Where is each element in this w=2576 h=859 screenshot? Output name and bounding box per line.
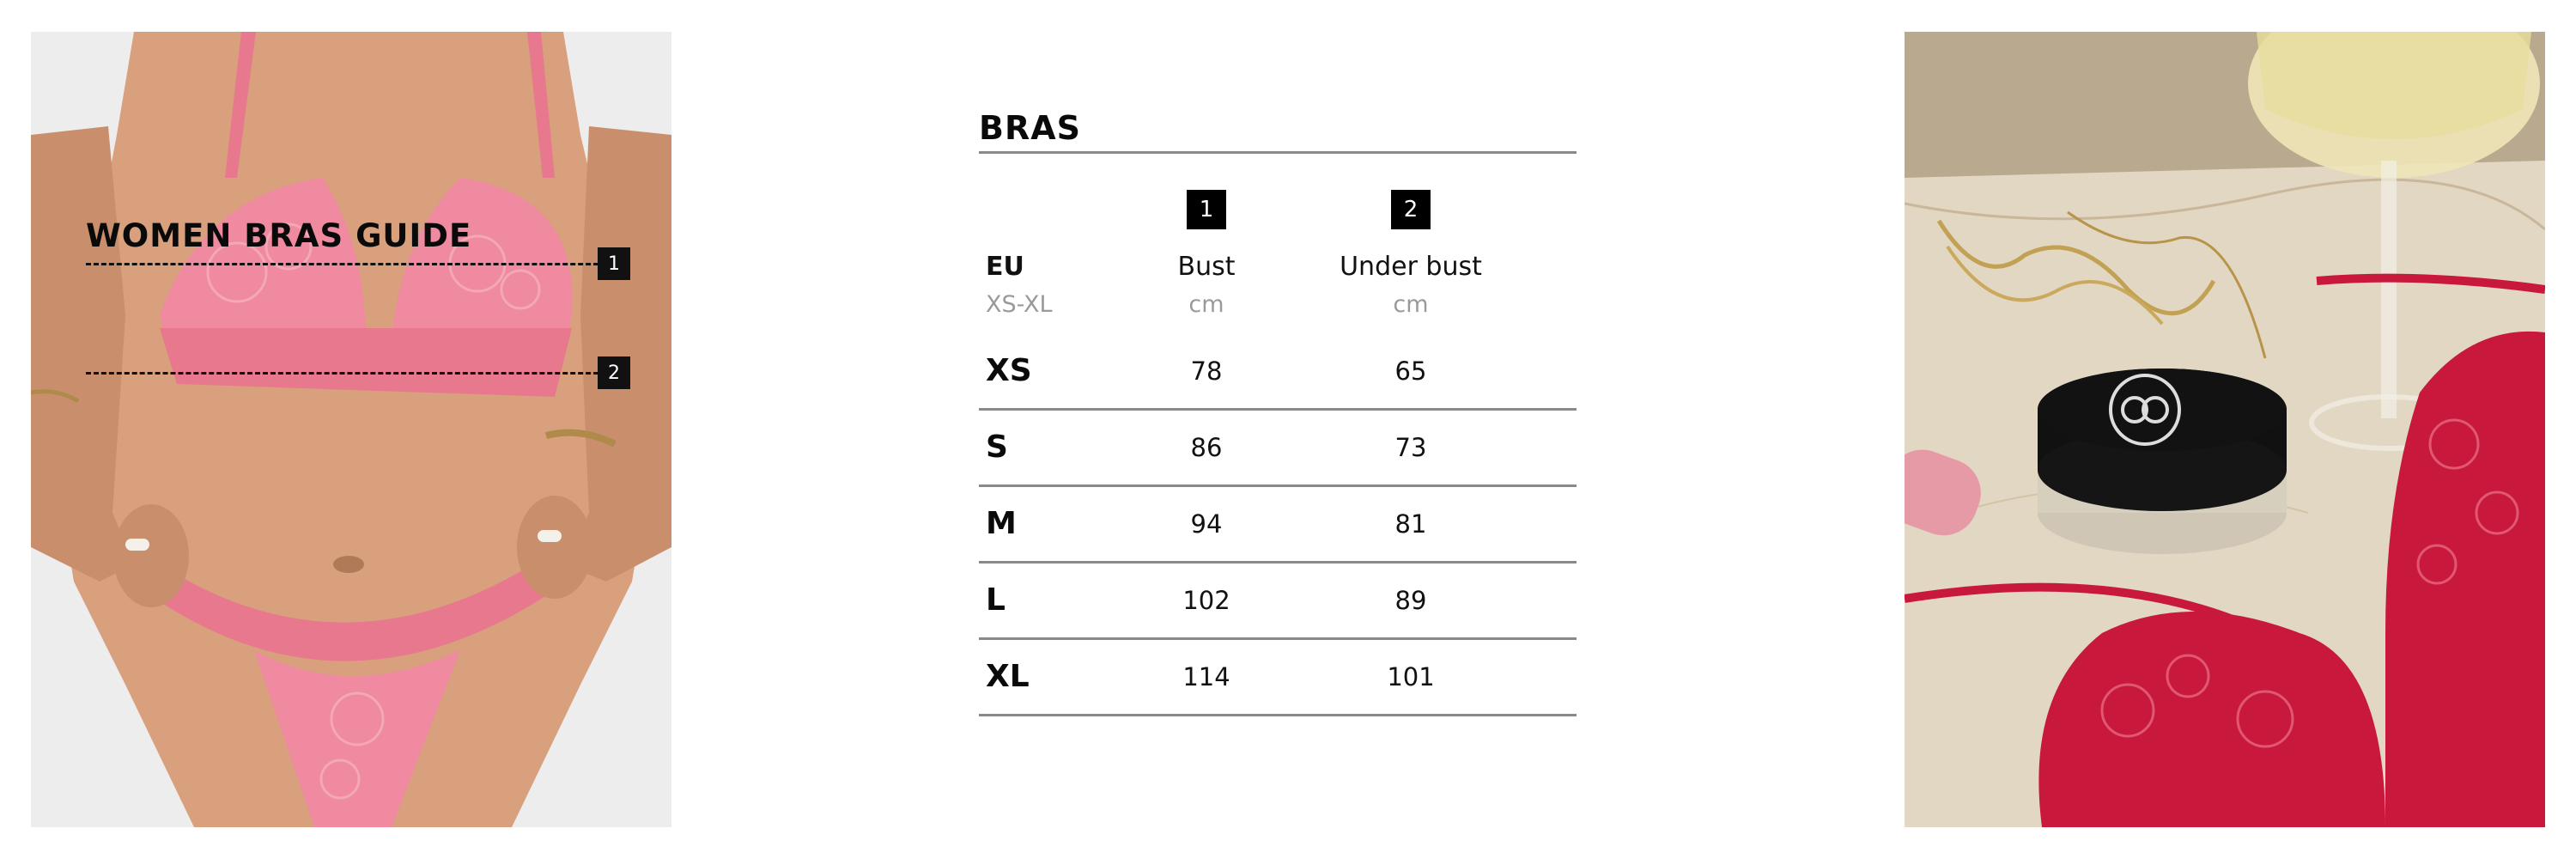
bust-guide-line [86,263,606,265]
column-badges [979,154,1577,248]
under-bust-value: 81 [1394,509,1427,539]
size-label: M [986,506,1017,541]
bust-marker: 1 [598,247,630,280]
under-bust-marker: 2 [598,356,630,389]
still-life-photo [1905,32,2545,827]
table-row [979,564,1577,640]
under-bust-column-badge: 2 [1391,190,1431,229]
bust-value: 86 [1190,433,1223,462]
under-bust-guide-line [86,372,606,375]
region-label: EU [986,252,1024,282]
bust-value: 78 [1190,356,1223,386]
table-row [979,334,1577,411]
under-bust-unit: cm [1393,291,1429,318]
under-bust-value: 73 [1394,433,1427,462]
model-photo [31,32,671,827]
under-bust-label: Under bust [1340,252,1482,282]
bust-label: Bust [1177,252,1236,282]
table-title: BRAS [979,109,1082,147]
under-bust-value: 89 [1394,586,1427,615]
bust-value: 102 [1182,586,1230,615]
bust-header [1121,248,1292,324]
under-bust-value: 65 [1394,356,1427,386]
region-range: XS-XL [986,291,1053,318]
size-label: XS [986,353,1032,388]
table-row [979,487,1577,564]
size-table [979,94,1577,716]
table-header [979,248,1577,334]
table-row [979,411,1577,487]
region-header [986,248,1053,324]
under-bust-header [1325,248,1497,324]
size-rows [979,334,1577,716]
bust-value: 114 [1182,662,1230,691]
size-label: S [986,430,1008,465]
still-life-photo-panel [1905,32,2545,827]
model-photo-panel [31,32,671,827]
under-bust-value: 101 [1387,662,1435,691]
size-label: XL [986,659,1030,694]
bust-value: 94 [1190,509,1223,539]
guide-title: WOMEN BRAS GUIDE [86,217,472,254]
bust-unit: cm [1188,291,1224,318]
size-label: L [986,582,1005,618]
table-row [979,640,1577,716]
bust-column-badge: 1 [1187,190,1226,229]
